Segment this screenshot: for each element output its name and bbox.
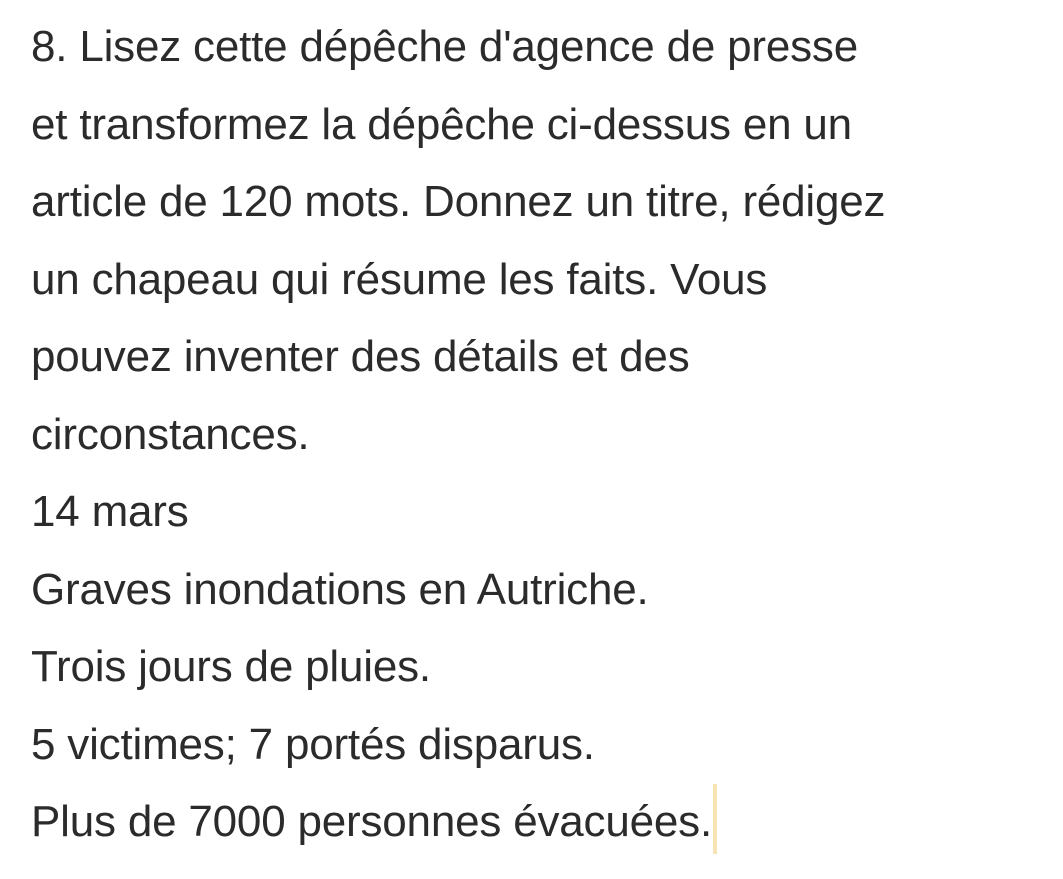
instruction-line: pouvez inventer des détails et des bbox=[31, 332, 690, 381]
note-editor[interactable] bbox=[31, 8, 1061, 861]
instruction-line: 8. Lisez cette dépêche d'agence de presse bbox=[31, 22, 859, 71]
dispatch-line: Trois jours de pluies. bbox=[31, 642, 431, 691]
text-cursor bbox=[713, 784, 717, 854]
instruction-line: circonstances. bbox=[31, 409, 310, 459]
instruction-line: article de 120 mots. Donnez un titre, rédigez bbox=[31, 177, 886, 226]
dispatch-last-line-wrapper bbox=[31, 783, 1061, 861]
dispatch-line: Plus de 7000 personnes évacuées. bbox=[31, 797, 712, 846]
instruction-line: un chapeau qui résume les faits. Vous bbox=[31, 254, 768, 304]
dispatch-line: Graves inondations en Autriche. bbox=[31, 564, 649, 614]
instruction-line: et transformez la dépêche ci-dessus en un bbox=[31, 99, 852, 149]
dispatch-date: 14 mars bbox=[31, 487, 189, 536]
dispatch-line: 5 victimes; 7 portés disparus. bbox=[31, 719, 595, 769]
